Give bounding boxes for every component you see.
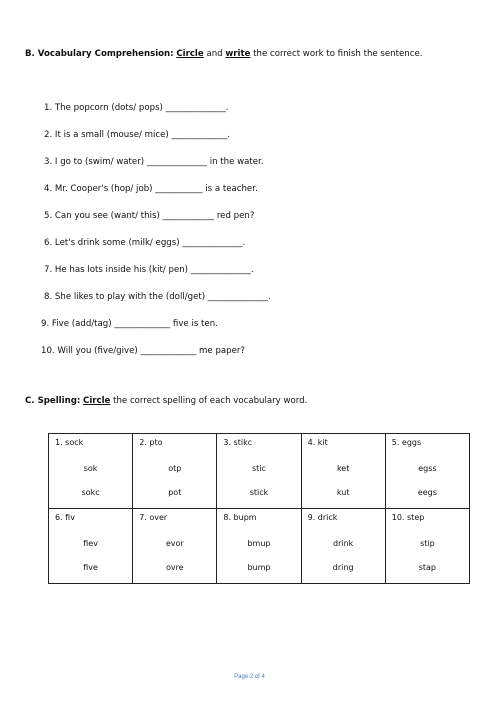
spelling-word-option[interactable]: 4. kit [307,438,328,447]
section-c-heading [25,395,307,407]
sentence-6: 6. Let's drink some (milk/ eggs) ______________. [44,238,246,248]
sentence-1: 1. The popcorn (dots/ pops) ______________. [44,103,229,113]
section-c-instruction-rest: the correct spelling of each vocabulary word. [113,396,308,406]
spelling-word-option[interactable]: stic [252,464,266,473]
table-row [49,434,470,509]
sentence-4: 4. Mr. Cooper's (hop/ job) ___________ is a teacher. [44,184,258,194]
spelling-word-option[interactable]: fiev [83,539,98,548]
sentence-8: 8. She likes to play with the (doll/get) ______________. [44,292,271,302]
spelling-cell-7 [133,509,217,584]
table-row [49,509,470,584]
spelling-word-option[interactable]: stick [249,488,269,497]
spelling-word-option[interactable]: ovre [165,563,184,572]
page-number: Page 2 of 4 [234,674,265,680]
spelling-word-option[interactable]: egss [418,464,437,473]
spelling-cell-3 [217,434,301,509]
spelling-word-option[interactable]: bump [247,563,271,572]
circle-instruction-c: Circle [83,396,111,406]
spelling-table [48,433,470,584]
circle-instruction: Circle [176,49,204,59]
spelling-word-option[interactable]: bmup [247,539,271,548]
section-b-instruction-rest: the correct work to finish the sentence. [253,49,423,59]
spelling-word-option[interactable]: 6. fiv [55,513,75,522]
spelling-cell-6 [49,509,133,584]
spelling-word-option[interactable]: stap [418,563,437,572]
spelling-word-option[interactable]: otp [168,464,182,473]
section-b-heading [25,48,422,60]
section-c-title: C. Spelling: [25,396,81,406]
spelling-word-option[interactable]: 10. step [391,513,425,522]
spelling-word-option[interactable]: 8. bupm [223,513,257,522]
spelling-word-option[interactable]: eegs [417,488,437,497]
spelling-word-option[interactable]: 7. over [139,513,168,522]
and-word: and [206,49,223,59]
spelling-word-option[interactable]: kut [336,488,350,497]
spelling-word-option[interactable]: 9. drick [307,513,338,522]
spelling-cell-5 [385,434,469,509]
sentence-7: 7. He has lots inside his (kit/ pen) ______________. [44,265,254,275]
spelling-word-option[interactable]: 5. eggs [391,438,422,447]
section-b-title: B. Vocabulary Comprehension: [25,49,174,59]
spelling-cell-10 [385,509,469,584]
spelling-word-option[interactable]: drink [333,539,354,548]
spelling-word-option[interactable]: five [83,563,98,572]
spelling-word-option[interactable]: 3. stikc [223,438,253,447]
spelling-word-option[interactable]: evor [165,539,184,548]
spelling-word-option[interactable]: dring [332,563,354,572]
spelling-cell-9 [301,509,385,584]
sentence-3: 3. I go to (swim/ water) ______________ in the water. [44,157,264,167]
spelling-word-option[interactable]: 2. pto [139,438,163,447]
spelling-cell-8 [217,509,301,584]
sentence-2: 2. It is a small (mouse/ mice) _____________. [44,130,231,140]
spelling-word-option[interactable]: pot [168,488,182,497]
sentence-5: 5. Can you see (want/ this) ____________ red pen? [44,211,255,221]
spelling-cell-4 [301,434,385,509]
spelling-cell-1 [49,434,133,509]
spelling-cell-2 [133,434,217,509]
spelling-word-option[interactable]: stip [420,539,435,548]
sentence-9: 9. Five (add/tag) _____________ five is ten. [41,319,218,329]
spelling-word-option[interactable]: sokc [81,488,100,497]
sentence-10: 10. Will you (five/give) _____________ me paper? [41,346,245,356]
spelling-word-option[interactable]: ket [336,464,350,473]
spelling-word-option[interactable]: 1. sock [55,438,84,447]
spelling-word-option[interactable]: sok [83,464,98,473]
write-instruction: write [225,49,251,59]
